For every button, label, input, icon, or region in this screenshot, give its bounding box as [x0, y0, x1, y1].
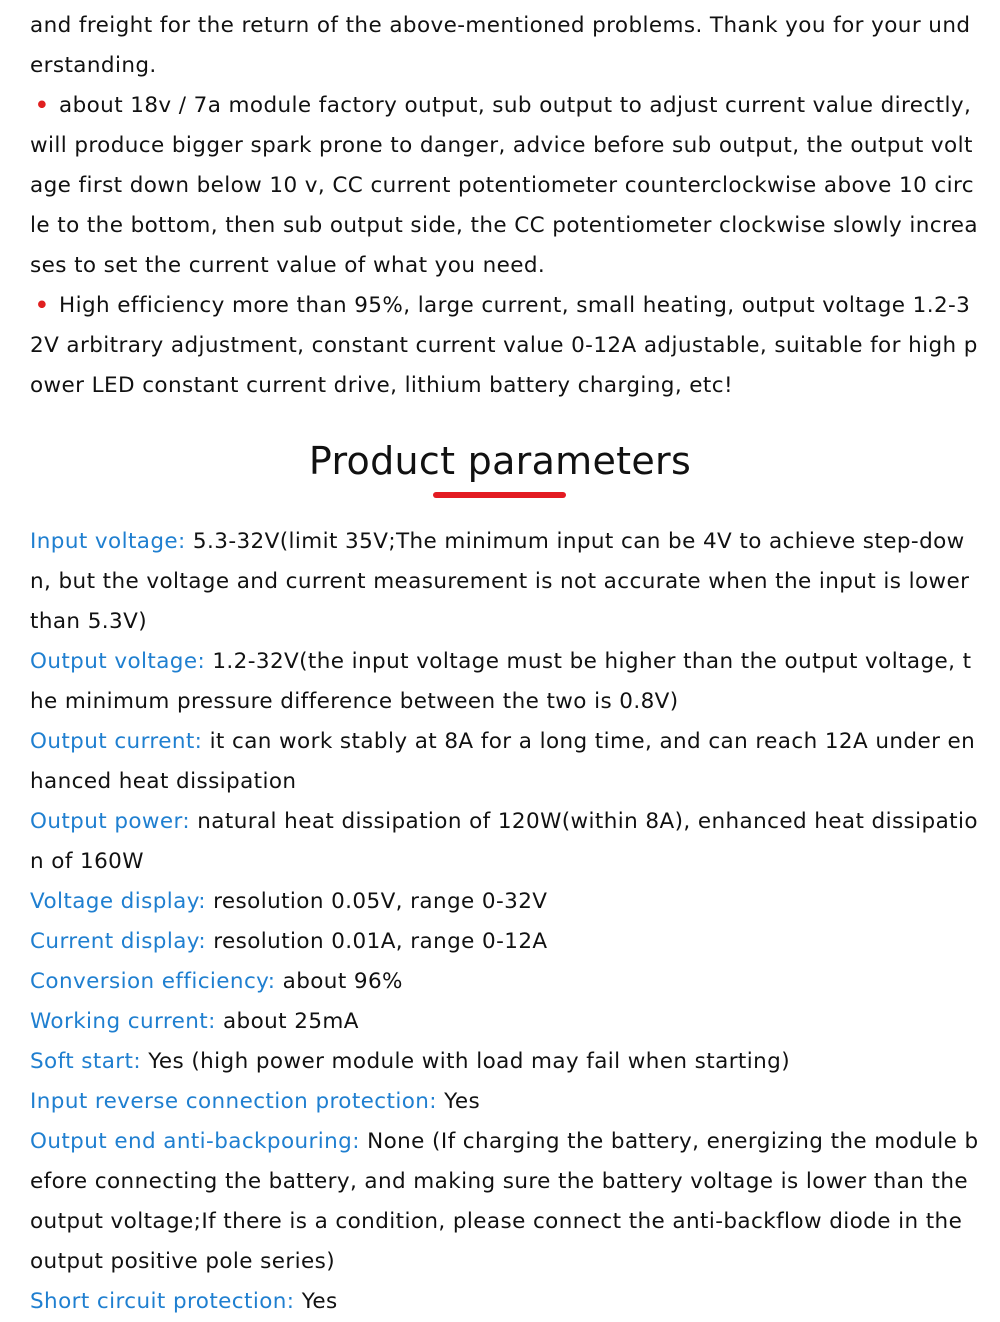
section-title: Product parameters [308, 439, 692, 483]
parameter-label: Output power: [30, 809, 191, 834]
intro-continuation: and freight for the return of the above-mentioned problems. Thank you for your understanding. [30, 13, 971, 78]
parameter-row [30, 1082, 980, 1122]
parameter-value: Yes [301, 1289, 338, 1314]
bullet-dot-icon: • [35, 93, 50, 118]
parameter-row [30, 1282, 980, 1322]
parameter-row [30, 882, 980, 922]
parameter-value: it can work stably at 8A for a long time, and can reach 12A under enhanced heat dissipation [30, 729, 976, 794]
parameter-row [30, 642, 980, 722]
intro-bullet-text: High efficiency more than 95%, large current, small heating, output voltage 1.2-32V arbitrary adjustment, constant current value 0-12A adjustable, suitable for high power LED constant current drive, lithium battery charging, etc! [30, 293, 978, 398]
parameter-value: resolution 0.01A, range 0-12A [213, 929, 548, 954]
parameter-label: Output voltage: [30, 649, 206, 674]
parameter-row [30, 1042, 980, 1082]
parameter-row [30, 802, 980, 882]
parameter-value: 5.3-32V(limit 35V;The minimum input can be 4V to achieve step-down, but the voltage and current measurement is not accurate when the input is lower than 5.3V) [30, 529, 970, 634]
parameter-value: None (If charging the battery, energizing the module before connecting the battery, and making sure the battery voltage is lower than the output voltage;If there is a condition, please connect the anti-backflow diode in the output positive pole series) [30, 1129, 979, 1274]
parameter-value: Yes [444, 1089, 481, 1114]
parameter-value: about 25mA [222, 1009, 359, 1034]
parameter-value: Yes (high power module with load may fail when starting) [148, 1049, 790, 1074]
section-title-underline [433, 492, 566, 498]
parameter-label: Output current: [30, 729, 203, 754]
parameter-label: Voltage display: [30, 889, 206, 914]
intro-text-block [30, 6, 980, 406]
parameter-value: 1.2-32V(the input voltage must be higher than the output voltage, the minimum pressure difference between the two is 0.8V) [30, 649, 972, 714]
parameter-row [30, 522, 980, 642]
parameter-label: Conversion efficiency: [30, 969, 276, 994]
parameter-row [30, 722, 980, 802]
parameter-value: about 96% [282, 969, 403, 994]
parameter-label: Short circuit protection: [30, 1289, 295, 1314]
parameter-row [30, 1122, 980, 1282]
parameter-label: Output end anti-backpouring: [30, 1129, 360, 1154]
parameter-row [30, 1002, 980, 1042]
parameter-label: Current display: [30, 929, 207, 954]
intro-bullet-item [30, 86, 980, 286]
intro-bullet-item [30, 286, 980, 406]
parameter-row [30, 922, 980, 962]
parameter-label: Input voltage: [30, 529, 186, 554]
parameter-label: Input reverse connection protection: [30, 1089, 437, 1114]
parameter-label: Soft start: [30, 1049, 141, 1074]
parameter-value: resolution 0.05V, range 0-32V [213, 889, 548, 914]
parameter-label: Working current: [30, 1009, 216, 1034]
parameter-value: natural heat dissipation of 120W(within 8A), enhanced heat dissipation of 160W [30, 809, 978, 874]
parameter-row [30, 962, 980, 1002]
intro-bullet-text: about 18v / 7a module factory output, sub output to adjust current value directly, will produce bigger spark prone to danger, advice before sub output, the output voltage first down below 10 v, CC current potentiometer counterclockwise above 10 circle to the bottom, then sub output side, the CC potentiometer clockwise slowly increases to set the current value of what you need. [30, 93, 978, 278]
parameter-list [30, 522, 980, 1322]
bullet-dot-icon: • [35, 293, 50, 318]
